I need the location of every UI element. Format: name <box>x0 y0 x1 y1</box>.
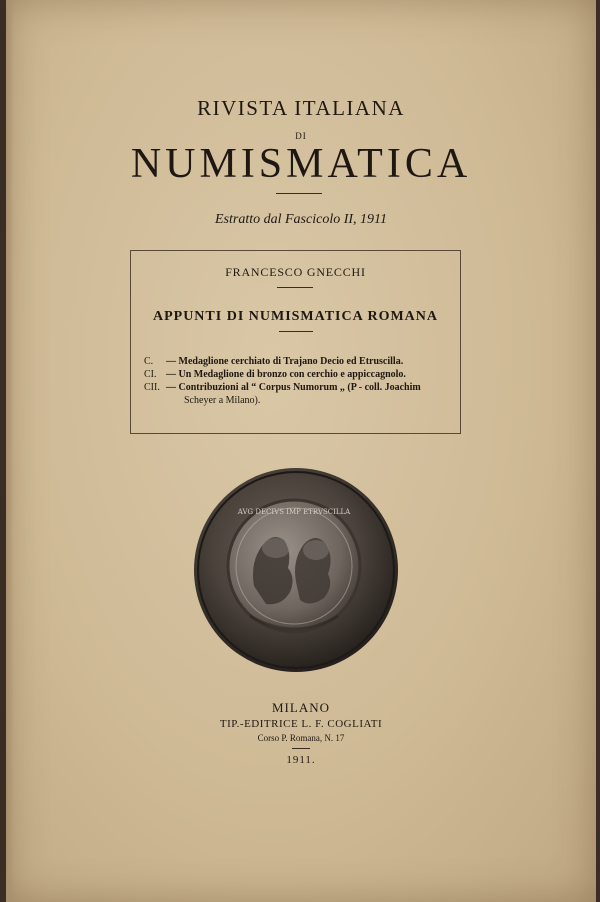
imprint-address: Corso P. Romana, N. 17 <box>257 733 345 743</box>
list-item <box>144 381 454 394</box>
author-name: FRANCESCO GNECCHI <box>225 265 366 279</box>
imprint-city: MILANO <box>272 700 330 715</box>
journal-name-di: DI <box>295 131 307 141</box>
list-item <box>144 355 454 368</box>
item-text: — Un Medaglione di bronzo con cerchio e appiccagnolo. <box>166 369 406 380</box>
contents-box <box>130 250 461 434</box>
divider <box>292 748 310 749</box>
paper-title: APPUNTI DI NUMISMATICA ROMANA <box>152 309 438 324</box>
item-text-continuation: Scheyer a Milano). <box>184 395 261 406</box>
divider <box>276 193 322 194</box>
medallion-image <box>192 466 400 674</box>
item-number: C. <box>144 356 154 367</box>
medal-legend: AVG DECIVS IMP ETRVSCILLA <box>237 508 351 516</box>
contents-list <box>144 355 454 407</box>
item-number: CI. <box>144 369 157 380</box>
document-page <box>6 0 596 902</box>
journal-name-line: RIVISTA ITALIANA <box>197 96 405 120</box>
divider <box>279 331 313 332</box>
medallion-icon <box>192 466 400 674</box>
list-item <box>144 368 454 381</box>
item-number: CII. <box>144 382 160 393</box>
item-text: — Medaglione cerchiato di Trajano Decio ed Etruscilla. <box>166 356 404 367</box>
journal-title: NUMISMATICA <box>130 141 472 187</box>
divider <box>277 287 313 288</box>
imprint-publisher: TIP.-EDITRICE L. F. COGLIATI <box>219 718 383 730</box>
imprint-year: 1911. <box>286 754 316 766</box>
extract-note: Estratto dal Fascicolo II, 1911 <box>215 212 387 227</box>
item-text: — Contribuzioni al “ Corpus Numorum „ (P - coll. Joachim <box>166 382 421 393</box>
